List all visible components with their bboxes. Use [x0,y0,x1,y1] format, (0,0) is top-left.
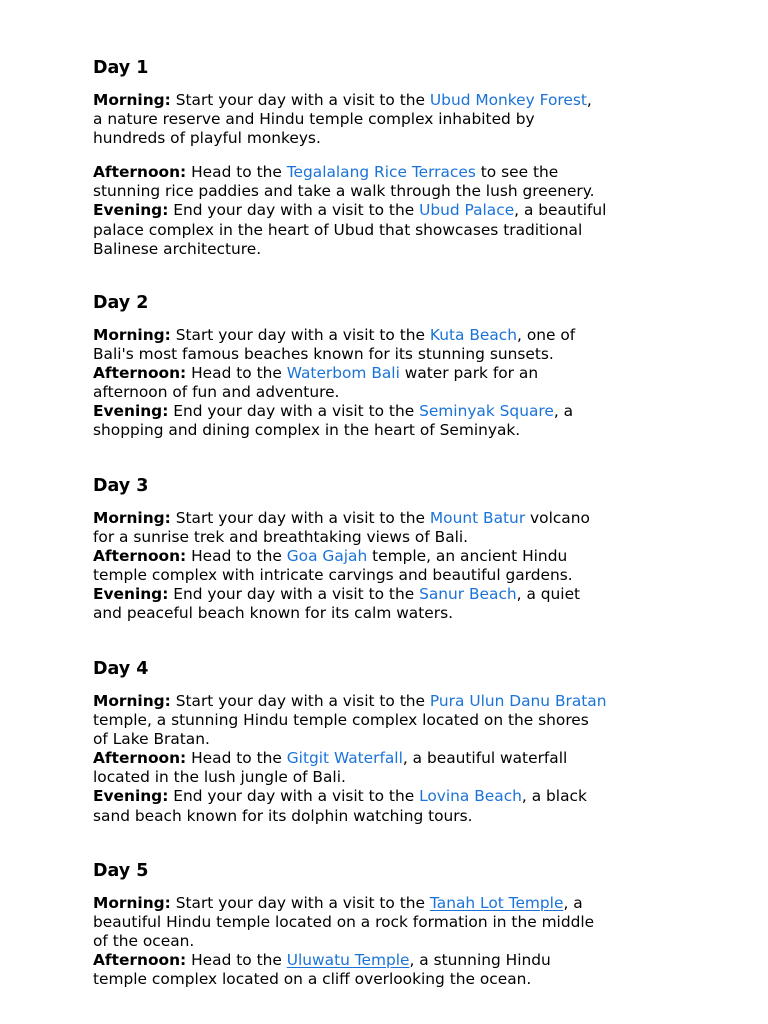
place-link-pura-ulun-danu-bratan: Pura Ulun Danu Bratan [429,692,607,710]
paragraph-text: Start your day with a visit to the [170,91,430,109]
paragraph-text: , a [553,402,574,421]
place-link-tegalalang-rice-terraces: Tegalalang Rice Terraces [286,163,476,182]
day-3-morning-paragraph [93,509,693,547]
day-5-body [93,894,693,989]
paragraph-text: , a stunning Hindu [409,951,551,970]
paragraph-text: temple, an ancient Hindu [367,547,568,566]
afternoon-label: Afternoon: [93,749,187,768]
paragraph-text: to see the [475,163,559,182]
place-link-goa-gajah: Goa Gajah [286,547,368,566]
paragraph-text: End your day with a visit to the [168,585,420,604]
paragraph-text: , a quiet [516,585,581,604]
morning-label: Morning: [93,894,171,912]
paragraph-text: afternoon of fun and adventure. [93,383,340,402]
afternoon-label: Afternoon: [93,163,187,182]
paragraph-text: End your day with a visit to the [168,402,420,421]
day-1-body [93,91,693,259]
paragraph-text: beautiful Hindu temple located on a rock formation in the middle [93,913,595,932]
paragraph-text: Start your day with a visit to the [170,894,430,912]
paragraph-text: of Lake Bratan. [93,730,210,749]
place-link-ubud-palace: Ubud Palace [419,201,515,220]
day-2-morning-paragraph [93,326,693,364]
place-link-tanah-lot-temple[interactable]: Tanah Lot Temple [429,894,564,912]
place-link-ubud-monkey-forest: Ubud Monkey Forest [429,91,587,109]
evening-label: Evening: [93,201,169,220]
paragraph-text: End your day with a visit to the [168,201,420,220]
day-2-title: Day 2 [93,293,149,313]
paragraph-text: for a sunrise trek and breathtaking views of Bali. [93,528,469,547]
paragraph-text: temple, a stunning Hindu temple complex located on the shores [93,711,589,730]
paragraph-text: Start your day with a visit to the [170,509,430,527]
day-3-body [93,509,693,624]
day-4-title: Day 4 [93,659,149,679]
paragraph-text: , a beautiful waterfall [402,749,568,768]
paragraph-text: hundreds of playful monkeys. [93,129,321,148]
place-link-gitgit-waterfall: Gitgit Waterfall [286,749,403,768]
day-4-afternoon-paragraph [93,749,693,787]
day-2-body [93,326,693,441]
paragraph-text: Head to the [186,163,287,182]
paragraph-text: , [586,91,592,109]
paragraph-text: temple complex with intricate carvings and beautiful gardens. [93,566,573,585]
paragraph-text: Start your day with a visit to the [170,692,430,710]
day-2-evening-paragraph [93,402,693,440]
paragraph-text: shopping and dining complex in the heart of Seminyak. [93,421,521,440]
day-4-morning-paragraph [93,692,693,749]
paragraph-text: Head to the [186,364,287,383]
morning-label: Morning: [93,509,171,527]
morning-label: Morning: [93,692,171,710]
day-1-morning-paragraph [93,91,693,148]
morning-label: Morning: [93,91,171,109]
day-3-title: Day 3 [93,476,149,496]
paragraph-text: Head to the [186,749,287,768]
evening-label: Evening: [93,402,169,421]
paragraph-text: volcano [525,509,590,527]
day-5-afternoon-paragraph [93,951,693,989]
paragraph-text: water park for an [399,364,539,383]
day-1-title: Day 1 [93,58,149,78]
day-1-afternoon-paragraph [93,163,693,201]
day-5-morning-paragraph [93,894,693,951]
paragraph-text: Start your day with a visit to the [170,326,430,344]
place-link-mount-batur: Mount Batur [429,509,526,527]
place-link-lovina-beach: Lovina Beach [419,787,522,806]
place-link-uluwatu-temple[interactable]: Uluwatu Temple [286,951,410,970]
paragraph-text: Head to the [186,547,287,566]
paragraph-text: , one of [517,326,576,344]
afternoon-label: Afternoon: [93,364,187,383]
place-link-sanur-beach: Sanur Beach [419,585,517,604]
day-2-afternoon-paragraph [93,364,693,402]
paragraph-text: Head to the [186,951,287,970]
morning-label: Morning: [93,326,171,344]
paragraph-text: located in the lush jungle of Bali. [93,768,346,787]
paragraph-text: of the ocean. [93,932,195,951]
paragraph-text: , a beautiful [514,201,607,220]
paragraph-text: a nature reserve and Hindu temple complex inhabited by [93,110,535,129]
day-4-evening-paragraph [93,787,693,825]
paragraph-text: palace complex in the heart of Ubud that showcases traditional [93,220,583,239]
place-link-waterbom-bali: Waterbom Bali [286,364,400,383]
paragraph-text: , a [563,894,583,912]
day-3-afternoon-paragraph [93,547,693,585]
paragraph-text: stunning rice paddies and take a walk through the lush greenery. [93,182,595,201]
day-4-body [93,692,693,826]
day-1-evening-paragraph [93,201,693,258]
paragraph-text: Balinese architecture. [93,239,262,258]
day-5-title: Day 5 [93,861,149,881]
place-link-kuta-beach: Kuta Beach [429,326,518,344]
afternoon-label: Afternoon: [93,951,187,970]
place-link-seminyak-square: Seminyak Square [419,402,554,421]
paragraph-text: Bali's most famous beaches known for its stunning sunsets. [93,345,554,364]
paragraph-text: sand beach known for its dolphin watching tours. [93,806,473,825]
paragraph-text: End your day with a visit to the [168,787,420,806]
evening-label: Evening: [93,787,169,806]
paragraph-text: and peaceful beach known for its calm waters. [93,604,453,623]
paragraph-text: , a black [521,787,587,806]
paragraph-text: temple complex located on a cliff overlooking the ocean. [93,970,532,989]
day-3-evening-paragraph [93,585,693,623]
evening-label: Evening: [93,585,169,604]
afternoon-label: Afternoon: [93,547,187,566]
